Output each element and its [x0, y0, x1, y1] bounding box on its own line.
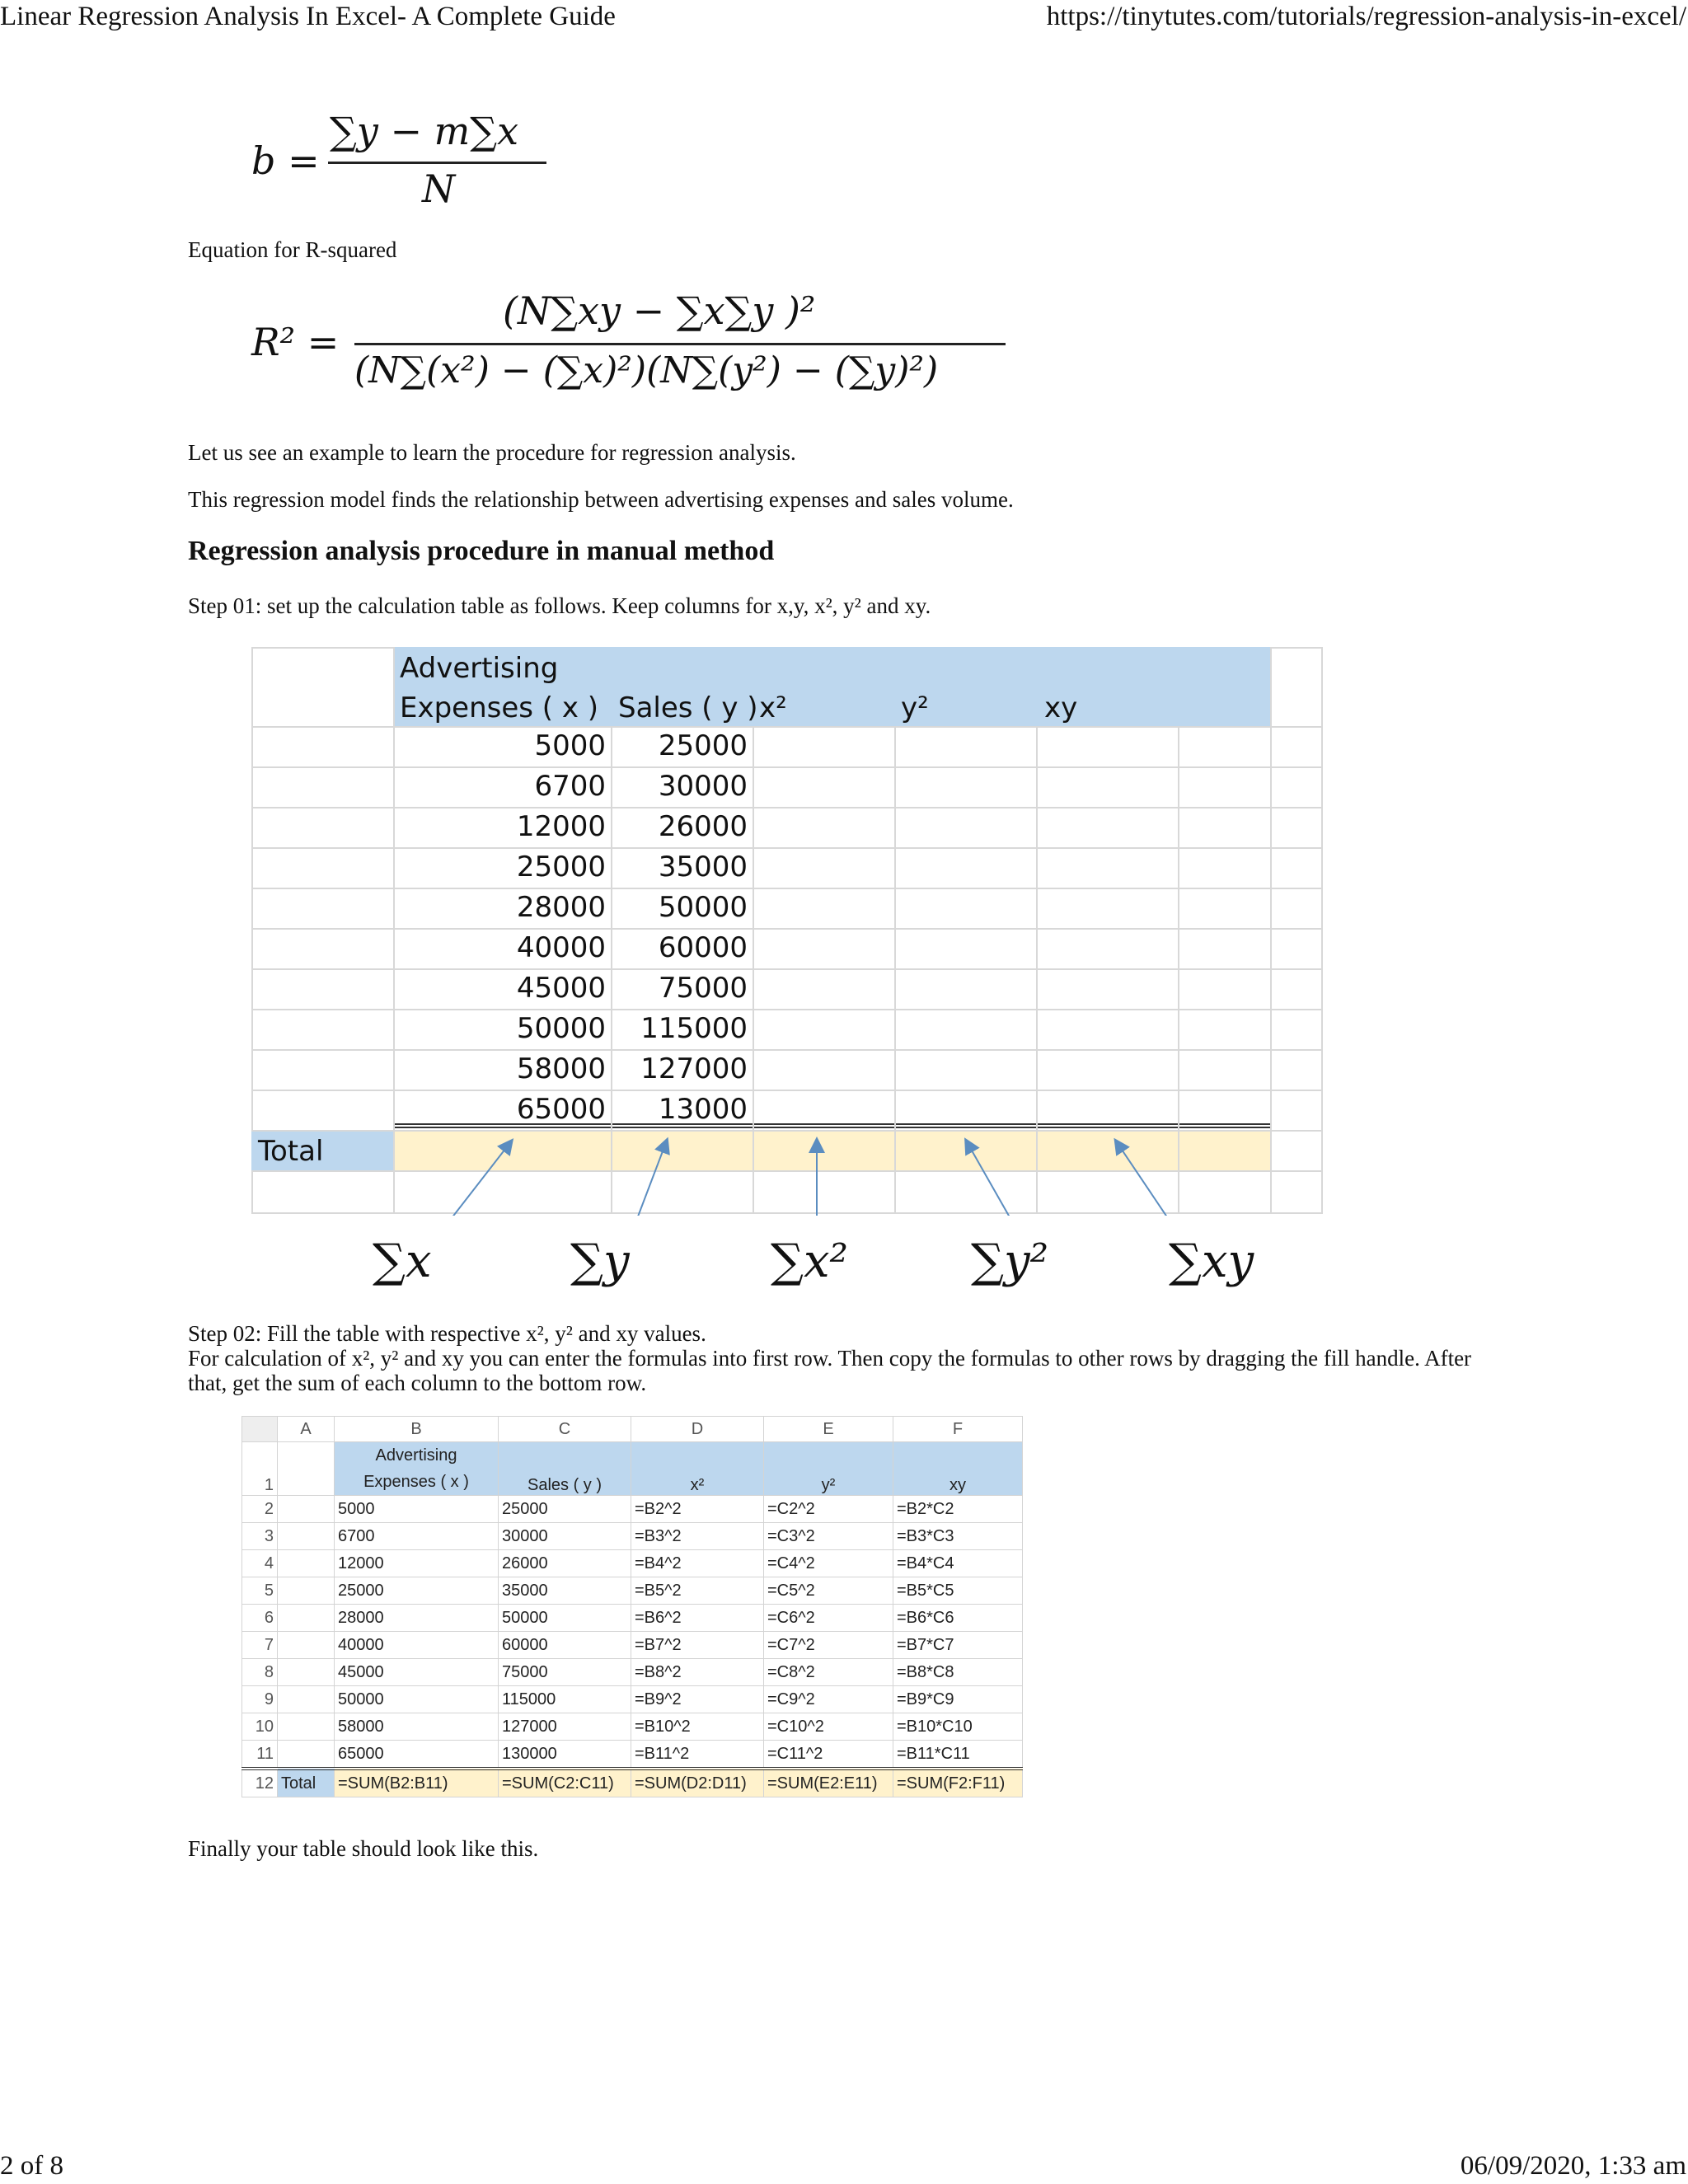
sheet-row	[242, 1523, 1023, 1550]
row-number[interactable]: 6	[242, 1605, 278, 1632]
header-expenses-text: Expenses ( x )	[363, 1473, 469, 1491]
cell-a8[interactable]	[278, 1659, 335, 1686]
cell-f1[interactable]: xy	[893, 1442, 1023, 1496]
cell-f5[interactable]: =B5*C5	[893, 1577, 1023, 1605]
cell-f9[interactable]: =B9*C9	[893, 1686, 1023, 1713]
cell-a7[interactable]	[278, 1632, 335, 1659]
row-number[interactable]: 10	[242, 1713, 278, 1741]
paragraph-intro: Let us see an example to learn the procedure for regression analysis.	[188, 440, 796, 465]
sheet-row	[242, 1713, 1023, 1741]
arrow-sum-x	[434, 1145, 509, 1216]
cell-f7[interactable]: =B7*C7	[893, 1632, 1023, 1659]
cell-e8[interactable]: =C8^2	[764, 1659, 893, 1686]
cell-b3[interactable]: 6700	[335, 1523, 499, 1550]
column-c-header[interactable]: C	[499, 1417, 631, 1442]
cell-c12[interactable]: =SUM(C2:C11)	[499, 1769, 631, 1797]
page-header-url[interactable]: https://tinytutes.com/tutorials/regression-analysis-in-excel/	[1046, 2, 1686, 31]
cell-b11[interactable]: 65000	[335, 1741, 499, 1769]
cell-e5[interactable]: =C5^2	[764, 1577, 893, 1605]
x-value: 50000	[516, 1012, 606, 1045]
y-value: 50000	[658, 891, 748, 924]
sheet-row	[242, 1686, 1023, 1713]
header-xy: xy	[1044, 691, 1078, 724]
header-y-squared: y²	[901, 691, 929, 724]
cell-f11[interactable]: =B11*C11	[893, 1741, 1023, 1769]
sigma-x-label: ∑x	[373, 1235, 432, 1288]
fraction-bar	[328, 162, 546, 164]
y-value: 35000	[658, 851, 748, 883]
cell-b6[interactable]: 28000	[335, 1605, 499, 1632]
cell-c8[interactable]: 75000	[499, 1659, 631, 1686]
row-number[interactable]: 8	[242, 1659, 278, 1686]
row-number[interactable]: 3	[242, 1523, 278, 1550]
arrow-sum-y	[629, 1145, 665, 1216]
column-b-header[interactable]: B	[335, 1417, 499, 1442]
cell-b9[interactable]: 50000	[335, 1686, 499, 1713]
y-value: 26000	[658, 810, 748, 843]
header-sales-y: Sales ( y )	[618, 691, 758, 724]
final-text: Finally your table should look like this.	[188, 1836, 539, 1861]
cell-c2[interactable]: 25000	[499, 1496, 631, 1523]
cell-d6[interactable]: =B6^2	[631, 1605, 764, 1632]
header-expenses-x: Expenses ( x )	[400, 691, 599, 724]
cell-f4[interactable]: =B4*C4	[893, 1550, 1023, 1577]
cell-b12[interactable]: =SUM(B2:B11)	[335, 1769, 499, 1797]
y-value: 30000	[658, 770, 748, 803]
cell-d10[interactable]: =B10^2	[631, 1713, 764, 1741]
row-number[interactable]: 2	[242, 1496, 278, 1523]
sheet-row	[242, 1605, 1023, 1632]
row-number[interactable]: 7	[242, 1632, 278, 1659]
column-d-header[interactable]: D	[631, 1417, 764, 1442]
cell-e2[interactable]: =C2^2	[764, 1496, 893, 1523]
x-value: 5000	[534, 729, 606, 762]
cell-c7[interactable]: 60000	[499, 1632, 631, 1659]
cell-a9[interactable]	[278, 1686, 335, 1713]
sheet-header-row	[242, 1442, 1023, 1496]
step-02-details: For calculation of x², y² and xy you can enter the formulas into first row. Then copy the formulas to other rows by dragging the fill handle. After that, get the sum of each column to the bottom row.	[188, 1346, 1472, 1395]
x-value: 45000	[516, 972, 606, 1005]
cell-b1[interactable]	[335, 1442, 499, 1496]
header-advertising-text: Advertising	[375, 1446, 457, 1465]
cell-b4[interactable]: 12000	[335, 1550, 499, 1577]
calculation-table-illustration	[251, 647, 1323, 1216]
arrow-sum-xy	[1118, 1145, 1183, 1216]
cell-b8[interactable]: 45000	[335, 1659, 499, 1686]
cell-d9[interactable]: =B9^2	[631, 1686, 764, 1713]
cell-f6[interactable]: =B6*C6	[893, 1605, 1023, 1632]
total-label: Total	[258, 1135, 324, 1168]
cell-a12[interactable]: Total	[278, 1769, 335, 1797]
x-value: 28000	[516, 891, 606, 924]
sigma-x2-label: ∑x²	[771, 1235, 849, 1288]
formula-table	[241, 1416, 1023, 1797]
sigma-xy-label: ∑xy	[1169, 1235, 1254, 1288]
row-number[interactable]: 12	[242, 1769, 278, 1797]
sum-arrows	[251, 647, 1323, 1216]
cell-a10[interactable]	[278, 1713, 335, 1741]
x-value: 58000	[516, 1052, 606, 1085]
cell-d11[interactable]: =B11^2	[631, 1741, 764, 1769]
sheet-row	[242, 1741, 1023, 1769]
sheet-row	[242, 1632, 1023, 1659]
sheet-row	[242, 1577, 1023, 1605]
cell-b10[interactable]: 58000	[335, 1713, 499, 1741]
cell-c10[interactable]: 127000	[499, 1713, 631, 1741]
cell-b7[interactable]: 40000	[335, 1632, 499, 1659]
y-value: 75000	[658, 972, 748, 1005]
sigma-y-label: ∑y	[570, 1235, 630, 1288]
cell-f12[interactable]: =SUM(F2:F11)	[893, 1769, 1023, 1797]
cell-c1[interactable]: Sales ( y )	[499, 1442, 631, 1496]
x-value: 25000	[516, 851, 606, 883]
paragraph-model: This regression model finds the relationship between advertising expenses and sales volume.	[188, 487, 1014, 512]
cell-d12[interactable]: =SUM(D2:D11)	[631, 1769, 764, 1797]
equation-r2-lhs: R² =	[251, 320, 340, 364]
y-value: 13000	[658, 1093, 748, 1126]
sigma-y2-label: ∑y²	[971, 1235, 1049, 1288]
cell-a11[interactable]	[278, 1741, 335, 1769]
cell-b5[interactable]: 25000	[335, 1577, 499, 1605]
sheet-row	[242, 1659, 1023, 1686]
x-value: 40000	[516, 931, 606, 964]
cell-b2[interactable]: 5000	[335, 1496, 499, 1523]
sheet-data-rows	[242, 1496, 1023, 1769]
x-value: 65000	[516, 1093, 606, 1126]
x-value: 6700	[534, 770, 606, 803]
cell-d3[interactable]: =B3^2	[631, 1523, 764, 1550]
cell-e12[interactable]: =SUM(E2:E11)	[764, 1769, 893, 1797]
equation-b-numerator: ∑y − m∑x	[330, 109, 519, 153]
sheet-row	[242, 1550, 1023, 1577]
step-01-text: Step 01: set up the calculation table as follows. Keep columns for x,y, x², y² and xy.	[188, 593, 931, 618]
cell-e9[interactable]: =C9^2	[764, 1686, 893, 1713]
page-number: 2 of 8	[0, 2151, 63, 2181]
cell-c9[interactable]: 115000	[499, 1686, 631, 1713]
cell-c4[interactable]: 26000	[499, 1550, 631, 1577]
cell-c5[interactable]: 35000	[499, 1577, 631, 1605]
column-e-header[interactable]: E	[764, 1417, 893, 1442]
cell-a2[interactable]	[278, 1496, 335, 1523]
header-advertising: Advertising	[400, 652, 559, 685]
row-number[interactable]: 11	[242, 1741, 278, 1769]
row-number[interactable]: 4	[242, 1550, 278, 1577]
cell-c6[interactable]: 50000	[499, 1605, 631, 1632]
cell-a1[interactable]	[278, 1442, 335, 1496]
cell-d8[interactable]: =B8^2	[631, 1659, 764, 1686]
y-value: 60000	[658, 931, 748, 964]
excel-formula-sheet	[241, 1416, 1023, 1797]
row-number[interactable]: 5	[242, 1577, 278, 1605]
cell-d1[interactable]: x²	[631, 1442, 764, 1496]
cell-e11[interactable]: =C11^2	[764, 1741, 893, 1769]
cell-e6[interactable]: =C6^2	[764, 1605, 893, 1632]
cell-d2[interactable]: =B2^2	[631, 1496, 764, 1523]
header-x-squared: x²	[759, 691, 787, 724]
section-heading: Regression analysis procedure in manual method	[188, 536, 775, 566]
x-value: 12000	[516, 810, 606, 843]
cell-e7[interactable]: =C7^2	[764, 1632, 893, 1659]
y-value: 127000	[640, 1052, 748, 1085]
cell-e10[interactable]: =C10^2	[764, 1713, 893, 1741]
select-all-corner[interactable]	[242, 1417, 278, 1442]
cell-f8[interactable]: =B8*C8	[893, 1659, 1023, 1686]
cell-e1[interactable]: y²	[764, 1442, 893, 1496]
y-value: 115000	[640, 1012, 748, 1045]
cell-f10[interactable]: =B10*C10	[893, 1713, 1023, 1741]
cell-e4[interactable]: =C4^2	[764, 1550, 893, 1577]
column-a-header[interactable]: A	[278, 1417, 335, 1442]
cell-a5[interactable]	[278, 1577, 335, 1605]
page-header-title: Linear Regression Analysis In Excel- A Complete Guide	[0, 2, 616, 31]
cell-c11[interactable]: 130000	[499, 1741, 631, 1769]
fraction-bar	[354, 343, 1006, 345]
cell-d4[interactable]: =B4^2	[631, 1550, 764, 1577]
cell-f3[interactable]: =B3*C3	[893, 1523, 1023, 1550]
cell-a4[interactable]	[278, 1550, 335, 1577]
row-number[interactable]: 1	[242, 1442, 278, 1496]
r2-caption: Equation for R-squared	[188, 237, 397, 262]
equation-r2-denominator: (N∑(x²) − (∑x)²)(N∑(y²) − (∑y)²)	[354, 349, 939, 391]
print-datetime: 06/09/2020, 1:33 am	[1460, 2151, 1686, 2181]
sheet-row	[242, 1496, 1023, 1523]
sheet-total-row	[242, 1769, 1023, 1797]
cell-a3[interactable]	[278, 1523, 335, 1550]
cell-f2[interactable]: =B2*C2	[893, 1496, 1023, 1523]
cell-d7[interactable]: =B7^2	[631, 1632, 764, 1659]
equation-r2-numerator: (N∑xy − ∑x∑y )²	[503, 288, 816, 333]
cell-d5[interactable]: =B5^2	[631, 1577, 764, 1605]
row-number[interactable]: 9	[242, 1686, 278, 1713]
step-02-text: Step 02: Fill the table with respective x², y² and xy values.	[188, 1321, 706, 1346]
cell-e3[interactable]: =C3^2	[764, 1523, 893, 1550]
equation-b-lhs: b =	[251, 138, 320, 183]
column-header-row	[242, 1417, 1023, 1442]
equation-b-denominator: N	[422, 166, 456, 211]
cell-c3[interactable]: 30000	[499, 1523, 631, 1550]
y-value: 25000	[658, 729, 748, 762]
arrow-sum-y2	[968, 1145, 1023, 1216]
cell-a6[interactable]	[278, 1605, 335, 1632]
column-f-header[interactable]: F	[893, 1417, 1023, 1442]
